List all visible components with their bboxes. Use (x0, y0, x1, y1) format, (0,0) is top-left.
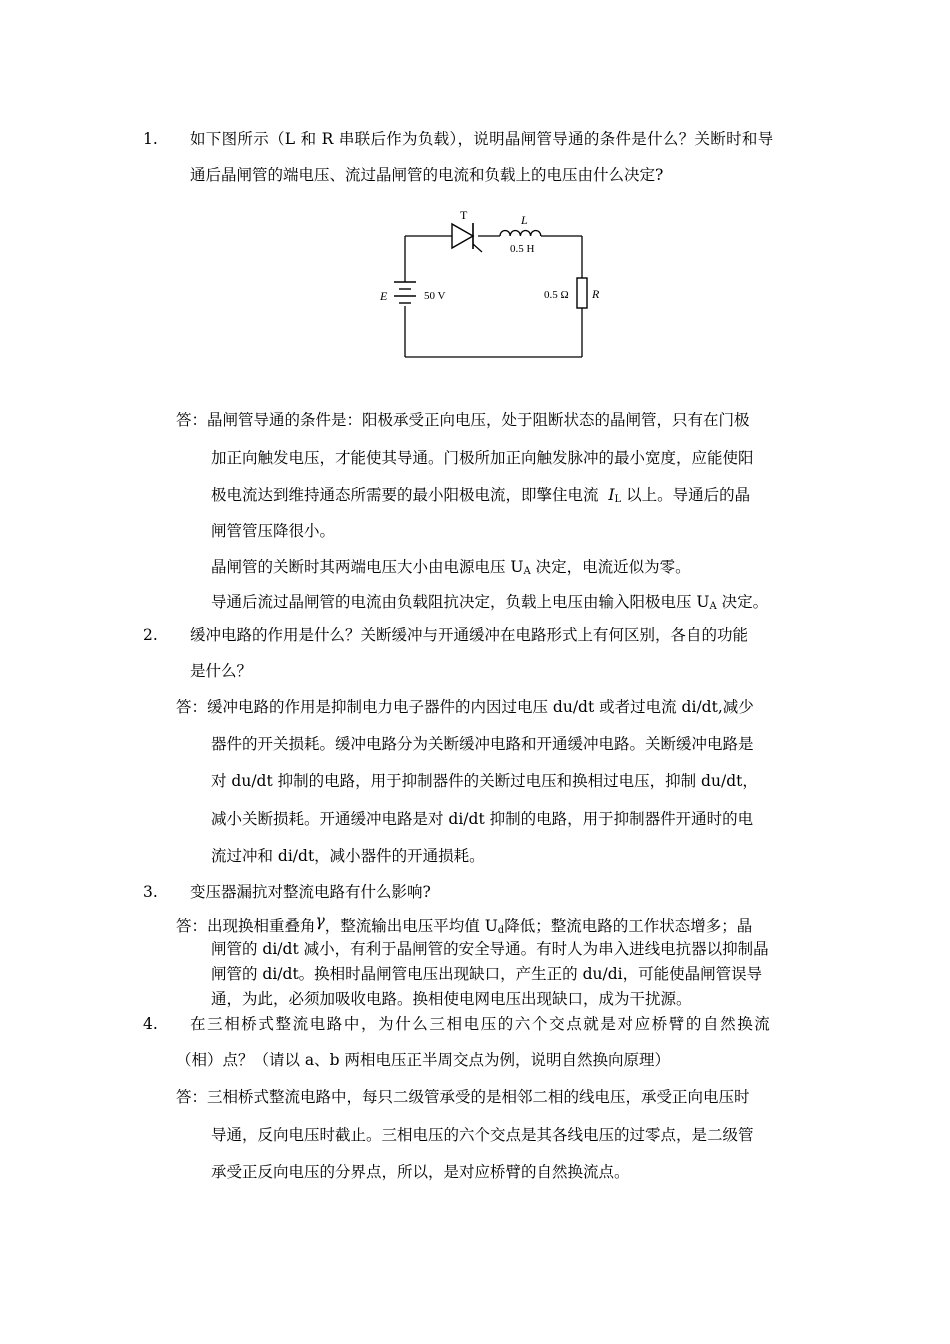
thyristor-symbol (452, 223, 482, 252)
q2-number: 2. (143, 626, 158, 644)
a2-line2: 器件的开关损耗。缓冲电路分为关断缓冲电路和开通缓冲电路。关断缓冲电路是 (211, 735, 754, 753)
q2-text-line2: 是什么？ (190, 662, 253, 680)
a3-line1-text-b: ，整流输出电压平均值 U (324, 917, 498, 935)
a1-line4: 闸管管压降很小。 (211, 522, 336, 540)
source-value: 50 V (424, 290, 446, 302)
a3-line3: 闸管的 di/dt。换相时晶闸管电压出现缺口，产生正的 du/di，可能使晶闸管误导 (211, 965, 763, 983)
resistor-symbol (577, 278, 587, 308)
circuit-diagram (370, 200, 610, 365)
resistor-value: 0.5 Ω (544, 289, 569, 301)
a1-line1: 答：晶闸管导通的条件是：阳极承受正向电压，处于阻断状态的晶闸管，只有在门极 (176, 411, 750, 429)
a1-line3-text-b: 以上。导通后的晶 (626, 486, 751, 504)
q1-text-line2: 通后晶闸管的端电压、流过晶闸管的电流和负载上的电压由什么决定? (190, 166, 664, 184)
thyristor-label: T (460, 208, 468, 222)
a1-line5-text-a: 晶闸管的关断时其两端电压大小由电源电压 U (211, 558, 524, 576)
a1-line6-text-a: 导通后流过晶闸管的电流由负载阻抗决定，负载上电压由输入阳极电压 U (211, 593, 710, 611)
a1-line5-text-b: 决定，电流近似为零。 (530, 558, 691, 576)
inductor-value: 0.5 H (510, 243, 535, 255)
q2-text-line1: 缓冲电路的作用是什么？关断缓冲与开通缓冲在电路形式上有何区别，各自的功能 (190, 626, 749, 644)
overlap-angle-symbol: γ (315, 912, 325, 930)
q4-number: 4. (143, 1015, 158, 1033)
a1-line3 (211, 485, 750, 510)
resistor-label: R (592, 287, 600, 301)
a2-line3: 对 du/dt 抑制的电路，用于抑制器件的关断过电压和换相过电压，抑制 du/dt， (211, 772, 758, 790)
a3-line1-text-a: 答：出现换相重叠角 (176, 917, 316, 935)
a1-line6-subscript: A (709, 601, 717, 612)
a2-line5: 流过冲和 di/dt，减小器件的开通损耗。 (211, 847, 485, 865)
a2-line1: 答：缓冲电路的作用是抑制电力电子器件的内因过电压 du/dt 或者过电流 di/dt,减少 (176, 698, 754, 716)
a4-line1: 答：三相桥式整流电路中，每只二级管承受的是相邻二相的线电压，承受正向电压时 (176, 1088, 750, 1106)
source-label: E (380, 289, 388, 303)
a4-line3: 承受正反向电压的分界点，所以，是对应桥臂的自然换流点。 (211, 1163, 630, 1181)
a1-line3-text-a: 极电流达到维持通态所需要的最小阳极电流，即擎住电流 (211, 486, 599, 504)
inductor-symbol (500, 231, 541, 237)
a1-line5-subscript: A (523, 566, 531, 577)
q3-number: 3. (143, 883, 158, 901)
a3-line1 (176, 912, 753, 941)
q4-text-line1: 在三相桥式整流电路中，为什么三相电压的六个交点就是对应桥臂的自然换流 (190, 1015, 772, 1033)
a1-line5 (211, 557, 691, 582)
inductor-label: L (521, 213, 528, 227)
latching-current-subscript: L (614, 494, 622, 505)
latching-current-symbol: I (608, 486, 615, 504)
a1-line6 (211, 592, 768, 617)
a2-line4: 减小关断损耗。开通缓冲电路是对 di/dt 抑制的电路，用于抑制器件开通时的电 (211, 810, 754, 828)
a3-line1-text-c: 降低；整流电路的工作状态增多；晶 (504, 917, 753, 935)
a3-line1-subscript: d (497, 925, 505, 936)
q4-text-line2: （相）点？（请以 a、b 两相电压正半周交点为例，说明自然换向原理） (176, 1051, 671, 1069)
a1-line2: 加正向触发电压，才能使其导通。门极所加正向触发脉冲的最小宽度，应能使阳 (211, 449, 754, 467)
a4-line2: 导通，反向电压时截止。三相电压的六个交点是其各线电压的过零点，是二级管 (211, 1126, 754, 1144)
q1-number: 1. (143, 130, 158, 148)
q1-text-line1: 如下图所示（L 和 R 串联后作为负载），说明晶闸管导通的条件是什么？关断时和导 (190, 130, 774, 148)
a3-line2: 闸管的 di/dt 减小，有利于晶闸管的安全导通。有时人为串入进线电抗器以抑制晶 (211, 940, 769, 958)
a1-line6-text-b: 决定。 (716, 593, 769, 611)
battery-symbol (394, 282, 416, 303)
a3-line4: 通，为此，必须加吸收电路。换相使电网电压出现缺口，成为干扰源。 (211, 990, 692, 1008)
q3-text-line1: 变压器漏抗对整流电路有什么影响? (190, 883, 431, 901)
